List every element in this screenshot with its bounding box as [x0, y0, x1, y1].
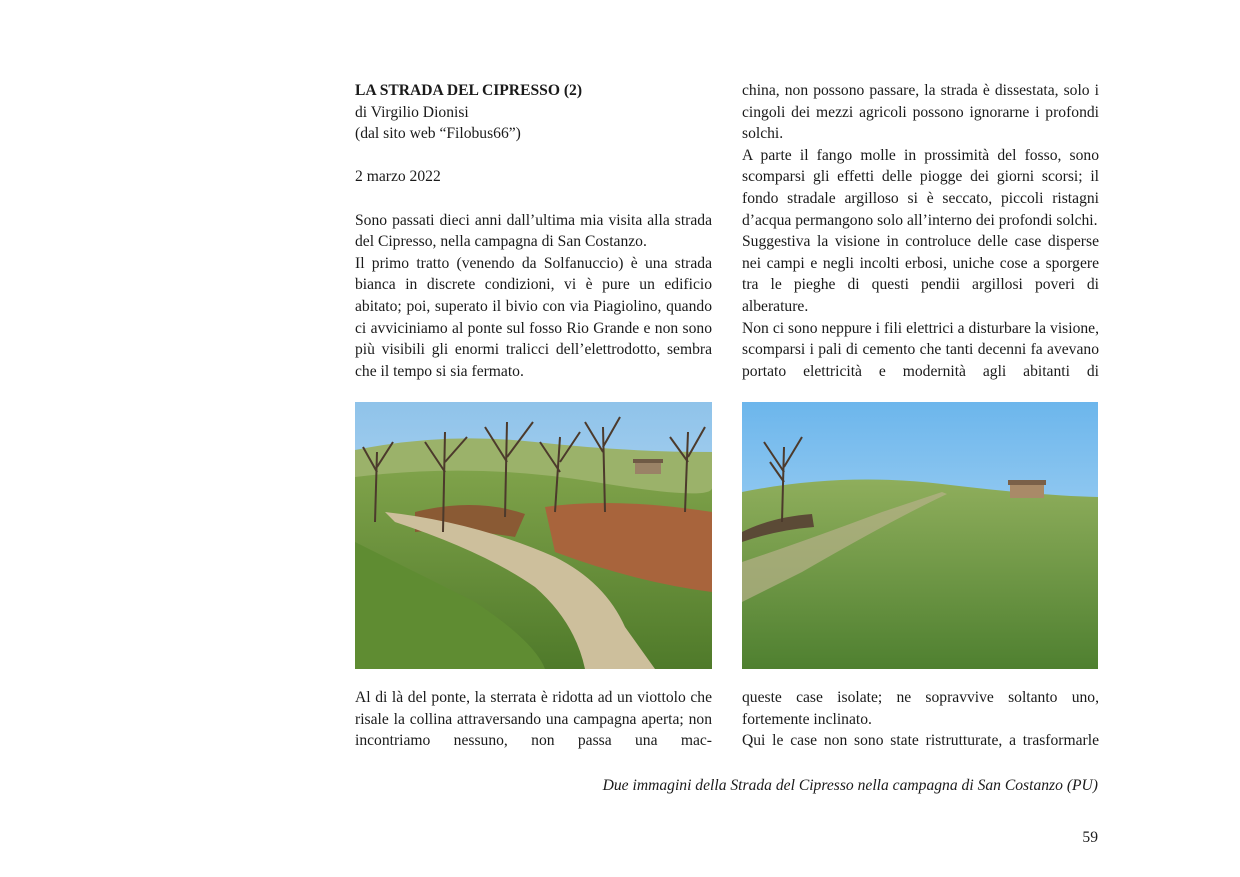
- article-source: (dal sito web “Filobus66”): [355, 125, 521, 143]
- article-author: di Virgilio Dionisi: [355, 103, 469, 121]
- right-column-bottom: [742, 687, 1099, 752]
- article-date: 2 marzo 2022: [355, 168, 441, 186]
- photo-field-farmhouse: [742, 402, 1098, 669]
- paragraph: Sono passati dieci anni dall’ultima mia visita alla strada del Cipresso, nella campagna di San Costanzo.: [355, 211, 712, 251]
- photo-country-road: [355, 402, 712, 669]
- paragraph: A parte il fango molle in prossimità del fosso, sono scomparsi gli effetti delle piogge dei giorni scorsi; il fondo stradale argilloso si è seccato, piccoli ristagni d’acqua permangono solo all’interno dei profondi solchi.: [742, 146, 1099, 229]
- paragraph: Qui le case non sono state ristrutturate, a trasformarle: [742, 732, 1099, 750]
- image-caption: Due immagini della Strada del Cipresso nella campagna di San Costanzo (PU): [602, 777, 1098, 794]
- paragraph: Il primo tratto (venendo da Solfanuccio) è una strada bianca in discrete condizioni, vi è pure un edificio abitato; poi, superato il bivio con via Piagiolino, quando ci avviciniamo al ponte sul fosso Rio Grande e non sono più visibili gli enormi tralicci dell’elettrodotto, sembra che il tempo si sia fermato.: [355, 254, 712, 380]
- left-column-bottom: [355, 687, 712, 752]
- left-column-top: [355, 80, 712, 382]
- paragraph: queste case isolate; ne sopravvive soltanto uno, fortemente inclinato.: [742, 689, 1099, 728]
- paragraph: Al di là del ponte, la sterrata è ridotta ad un viottolo che risale la collina attraversando una campagna aperta; non incontriamo nessuno, non passa una mac-: [355, 689, 712, 750]
- paragraph: Non ci sono neppure i fili elettrici a disturbare la visione, scomparsi i pali di cemento che tanti decenni fa avevano portato elettricità e modernità agli abitanti di: [742, 319, 1099, 380]
- page-number: 59: [1082, 829, 1098, 846]
- right-column-top: [742, 80, 1099, 382]
- article-title: LA STRADA DEL CIPRESSO (2): [355, 82, 583, 99]
- paragraph: china, non possono passare, la strada è dissestata, solo i cingoli dei mezzi agricoli possono ignorarne i profondi solchi.: [742, 82, 1099, 143]
- paragraph: Suggestiva la visione in controluce delle case disperse nei campi e negli incolti erbosi, uniche cose a sporgere tra le pieghe di questi pendii argillosi poveri di alberature.: [742, 233, 1099, 315]
